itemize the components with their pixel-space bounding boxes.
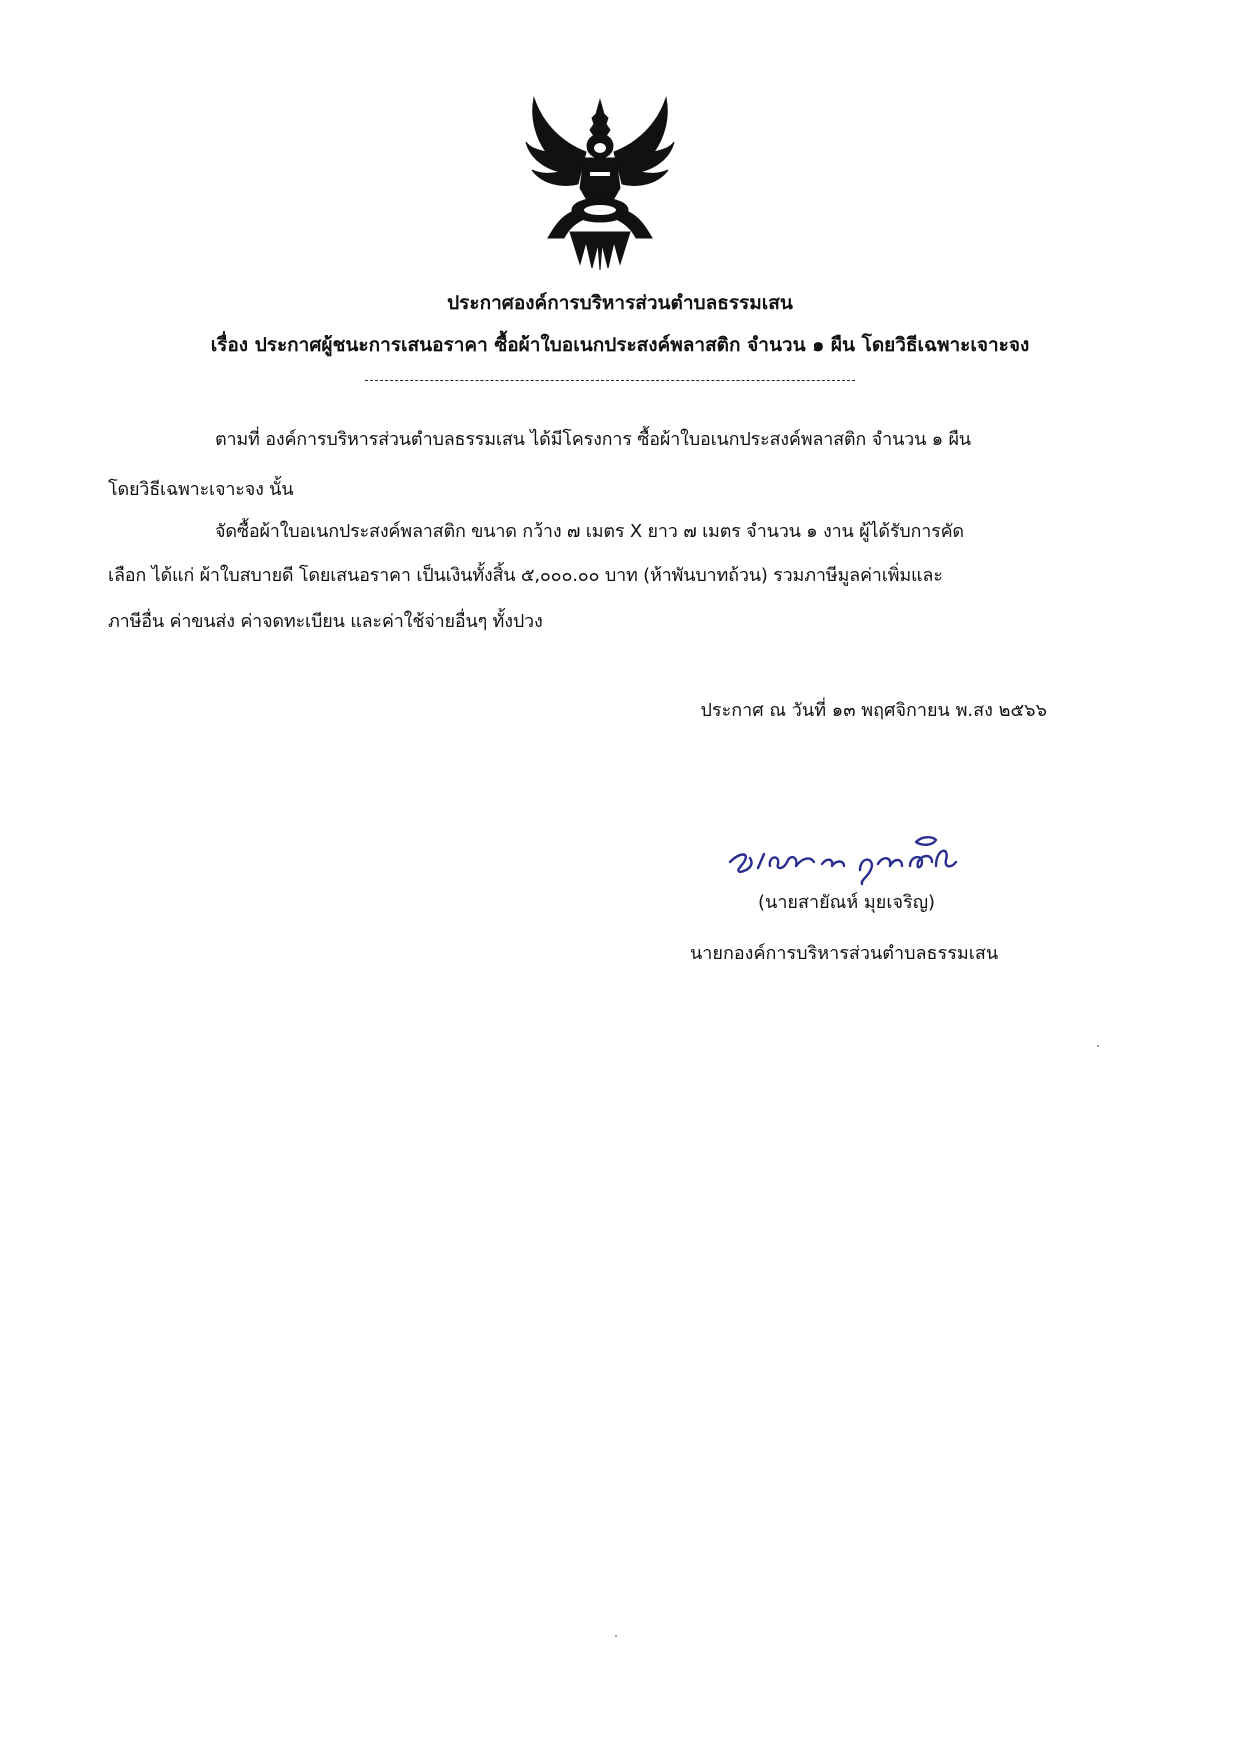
paragraph-1-line-2: โดยวิธีเฉพาะเจาะจง นั้น bbox=[108, 479, 294, 500]
paragraph-2-line-3: ภาษีอื่น ค่าขนส่ง ค่าจดทะเบียน และค่าใช้จ่ายอื่นๆ ทั้งปวง bbox=[108, 611, 543, 632]
scan-speck bbox=[1097, 1045, 1099, 1047]
title-divider bbox=[365, 380, 855, 381]
scan-speck bbox=[615, 1635, 617, 1637]
paragraph-1-line-1: ตามที่ องค์การบริหารส่วนตำบลธรรมเสน ได้มีโครงการ ซื้อผ้าใบอเนกประสงค์พลาสติก จำนวน ๑ ผืน bbox=[215, 429, 971, 450]
signer-name: (นายสายัณห์ มุยเจริญ) bbox=[758, 892, 936, 913]
signer-position: นายกองค์การบริหารส่วนตำบลธรรมเสน bbox=[690, 943, 999, 964]
handwritten-signature-icon bbox=[710, 818, 1000, 888]
paragraph-2-line-1: จัดซื้อผ้าใบอเนกประสงค์พลาสติก ขนาด กว้าง ๗ เมตร X ยาว ๗ เมตร จำนวน ๑ งาน ผู้ได้รับการคัด bbox=[215, 521, 964, 542]
announcement-date: ประกาศ ณ วันที่ ๑๓ พฤศจิกายน พ.สง ๒๕๖๖ bbox=[700, 700, 1047, 721]
paragraph-2-line-2: เลือก ได้แก่ ผ้าใบสบายดี โดยเสนอราคา เป็นเงินทั้งสิ้น ๕,๐๐๐.๐๐ บาท (ห้าพันบาทถ้วน) รวมภาษีมูลค่าเพิ่มและ bbox=[108, 565, 943, 586]
announcement-title: ประกาศองค์การบริหารส่วนตำบลธรรมเสน bbox=[447, 292, 793, 314]
announcement-subject: เรื่อง ประกาศผู้ชนะการเสนอราคา ซื้อผ้าใบอเนกประสงค์พลาสติก จำนวน ๑ ผืน โดยวิธีเฉพาะเจาะจง bbox=[210, 334, 1030, 356]
garuda-emblem-icon bbox=[520, 92, 680, 272]
